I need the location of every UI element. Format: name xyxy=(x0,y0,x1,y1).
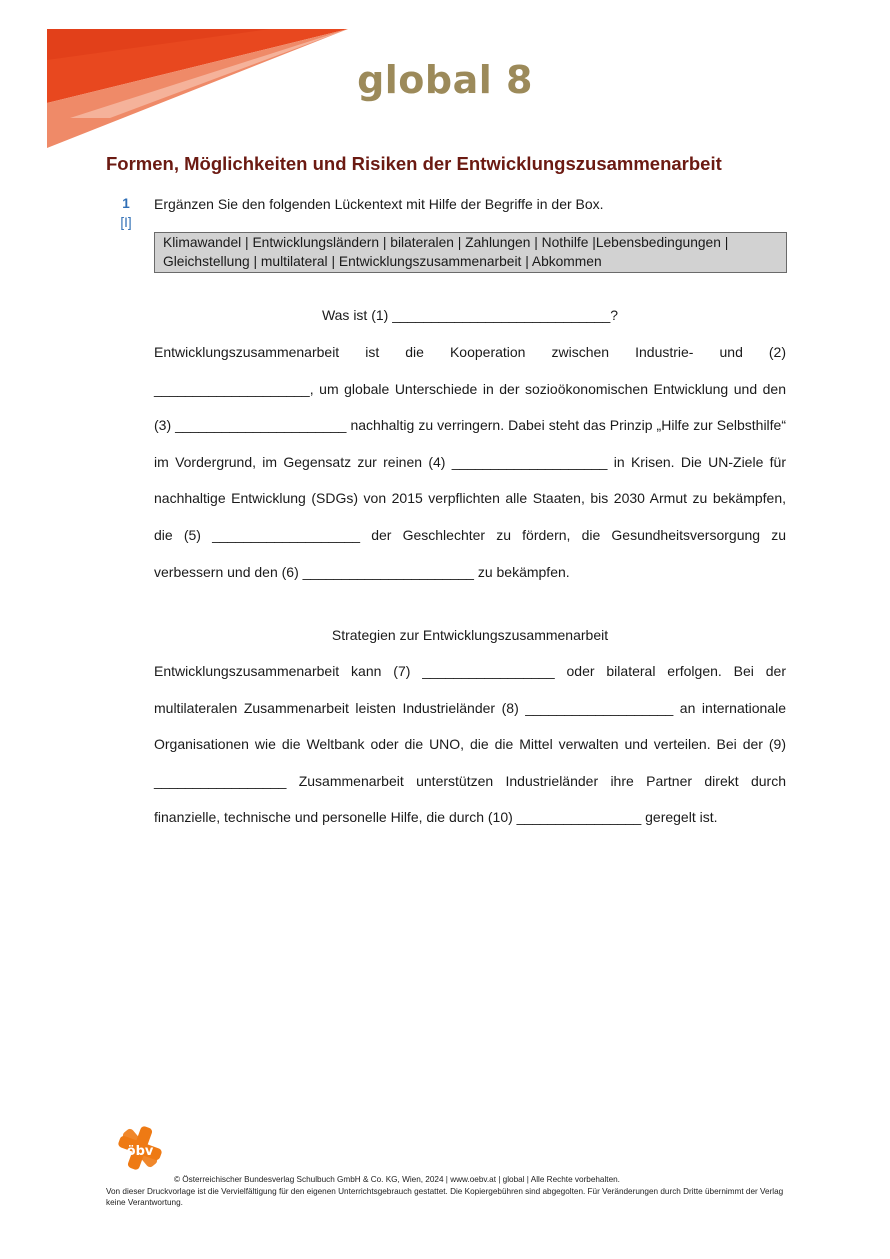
paragraph-text: nachhaltig zu verringern. Dabei steht das Prinzip „Hilfe zur Selbsthilfe“ im Vordergrund, im Gegensatz zur reinen (4) xyxy=(154,417,786,470)
footer xyxy=(106,1174,786,1209)
gap-8[interactable]: ___________________ xyxy=(525,699,674,716)
paragraph-text: Entwicklungszusammenarbeit kann (7) xyxy=(154,663,423,679)
gap-3[interactable]: ______________________ xyxy=(175,417,347,434)
gap-9[interactable]: _________________ xyxy=(154,772,287,789)
logo-text: öbv xyxy=(126,1144,154,1159)
paragraph-text: zu bekämpfen. xyxy=(473,563,570,580)
word-box-line: Klimawandel | Entwicklungsländern | bilateralen | Zahlungen | Nothilfe |Lebensbedingungen | xyxy=(163,235,729,250)
paragraph-text: , um globale Unterschiede in der sozioökonomischen Entwicklung und den (3) xyxy=(154,380,786,434)
paragraph-text: in Krisen. Die UN-Ziele für nachhaltige Entwicklung (SDGs) von 2015 verpflichten alle Staaten, bis 2030 Armut zu bekämpfen, die (5) xyxy=(154,453,786,543)
page-title: Formen, Möglichkeiten und Risiken der Entwicklungszusammenarbeit xyxy=(106,153,722,174)
word-box xyxy=(154,232,787,273)
section-title-text: Was ist (1) xyxy=(321,307,393,323)
paragraph-text: an internationale Organisationen wie die Weltbank oder die UNO, die die Mittel verwalten und verteilen. Bei der (9) xyxy=(154,699,786,753)
cloze-paragraph-2 xyxy=(154,653,786,836)
paragraph-text: geregelt ist. xyxy=(641,809,718,826)
gap-5[interactable]: ___________________ xyxy=(212,526,361,543)
task-instruction: Ergänzen Sie den folgenden Lückentext mit Hilfe der Begriffe in der Box. xyxy=(154,196,604,212)
cloze-paragraph-1 xyxy=(154,334,786,590)
footer-notice: Von dieser Druckvorlage ist die Vervielfältigung für den eigenen Unterrichtsgebrauch gestattet. Die Kopiergebühren sind abgegolten. Für Veränderungen durch Dritte übernimmt der Verlag keine Verantwortung. xyxy=(106,1186,784,1207)
gap-4[interactable]: ____________________ xyxy=(451,453,608,470)
gap-10[interactable]: ________________ xyxy=(516,809,642,826)
brand-title: global 8 xyxy=(357,58,533,102)
footer-copyright: © Österreichischer Bundesverlag Schulbuch GmbH & Co. KG, Wien, 2024 | www.oebv.at | global | Alle Rechte vorbehalten. xyxy=(174,1175,620,1184)
paragraph-text: Entwicklungszusammenarbeit ist die Kooperation zwischen Industrie- und (2) xyxy=(154,344,786,360)
section-title xyxy=(154,307,786,323)
oebv-logo xyxy=(117,1125,163,1171)
gap-7[interactable]: _________________ xyxy=(422,663,555,679)
task-level: [I] xyxy=(120,215,132,230)
paragraph-text: oder bilateral erfolgen. Bei der multilateralen Zusammenarbeit leisten Industrieländer (8) xyxy=(154,663,786,716)
gap-2[interactable]: ____________________ xyxy=(154,380,310,397)
section-title-text: ? xyxy=(610,307,619,323)
gap-1[interactable]: ____________________________ xyxy=(392,307,611,323)
paragraph-text: der Geschlechter zu fördern, die Gesundheitsversorgung zu verbessern und den (6) xyxy=(154,526,786,580)
paragraph-text: Zusammenarbeit unterstützen Industrieländer ihre Partner direkt durch finanzielle, technische und personelle Hilfe, die durch (10) xyxy=(154,772,786,826)
word-box-line: Gleichstellung | multilateral | Entwicklungszusammenarbeit | Abkommen xyxy=(163,253,602,269)
task-number: 1 xyxy=(122,196,130,211)
gap-6[interactable]: ______________________ xyxy=(302,563,474,580)
section-title: Strategien zur Entwicklungszusammenarbeit xyxy=(331,627,609,643)
